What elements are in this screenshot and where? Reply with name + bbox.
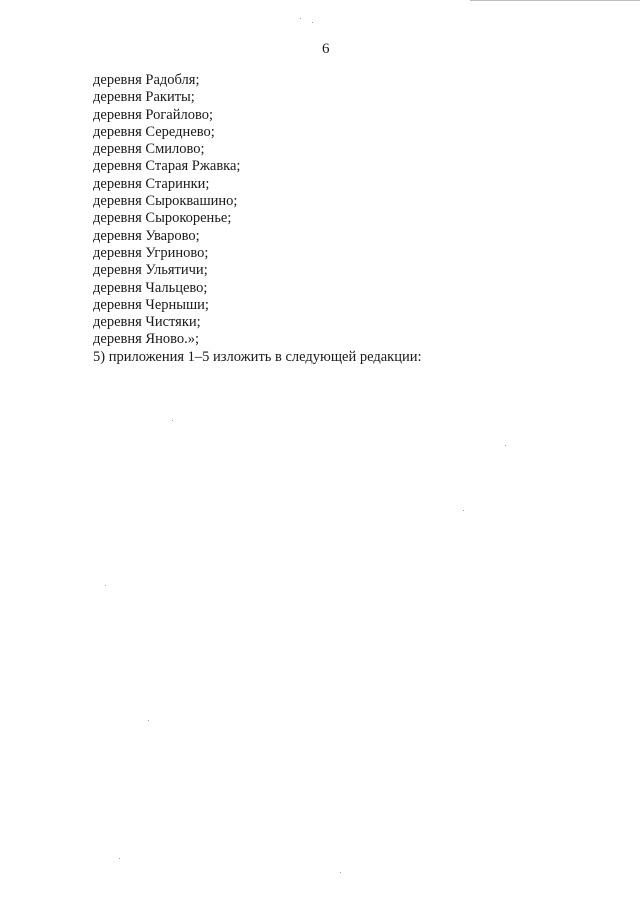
instruction-paragraph: 5) приложения 1–5 изложить в следующей редакции: <box>93 348 422 365</box>
list-item: деревня Сырокоренье; <box>93 210 232 227</box>
village-list <box>93 72 422 366</box>
list-item: деревня Уварово; <box>93 227 200 244</box>
scan-speck <box>340 872 341 873</box>
list-item: деревня Старая Ржавка; <box>93 158 241 175</box>
list-item: деревня Смилово; <box>93 141 205 158</box>
list-item: деревня Ракиты; <box>93 89 195 106</box>
scan-speck <box>505 445 506 446</box>
list-item: деревня Сыроквашино; <box>93 193 238 210</box>
scan-speck <box>105 585 106 586</box>
list-item: деревня Рогайлово; <box>93 106 214 123</box>
list-item: деревня Радобля; <box>93 72 200 88</box>
scan-speck <box>148 720 149 721</box>
scan-speck <box>463 510 464 511</box>
list-item: деревня Угриново; <box>93 244 209 261</box>
page-number: 6 <box>322 41 330 57</box>
scan-speck <box>300 18 301 19</box>
list-item: деревня Яново.»; <box>93 331 199 348</box>
list-item: деревня Старинки; <box>93 175 210 192</box>
list-item: деревня Середнево; <box>93 123 215 140</box>
scan-edge-line <box>470 0 640 1</box>
scan-speck <box>312 22 313 23</box>
scan-speck <box>172 420 173 421</box>
scan-speck <box>119 858 120 859</box>
list-item: деревня Ульятичи; <box>93 262 208 279</box>
list-item: деревня Черныши; <box>93 296 209 313</box>
list-item: деревня Чистяки; <box>93 314 201 331</box>
list-item: деревня Чальцево; <box>93 279 208 296</box>
